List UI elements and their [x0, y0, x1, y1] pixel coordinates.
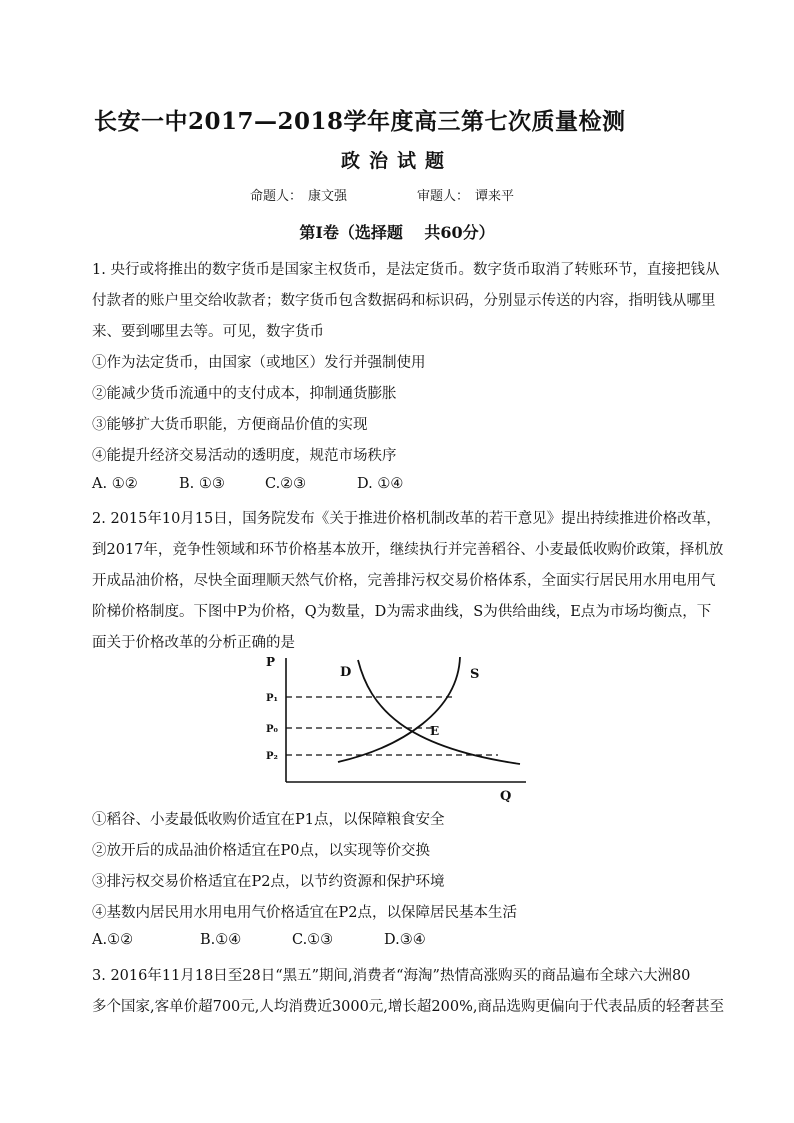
exam-subtitle: 政治试题 [340, 150, 453, 172]
reviewer-label: 审题人： [417, 189, 470, 204]
q1-statement: ④能提升经济交易活动的透明度，规范市场秩序 [92, 448, 397, 464]
authors-line [250, 185, 520, 204]
q1-text-line: 1. 央行或将推出的数字货币是国家主权货币，是法定货币。数字货币取消了转账环节，直接把钱从 [92, 262, 720, 278]
q1-statement: ②能减少货币流通中的支付成本，抑制通货膨胀 [92, 386, 397, 402]
p-axis-label: P [266, 655, 276, 669]
supply-curve [338, 657, 460, 762]
q2-text-line: 面关于价格改革的分析正确的是 [92, 635, 295, 651]
q2-option-c: C.①③ [292, 932, 334, 948]
setter-name: 康文强 [308, 189, 348, 204]
q1-text-line: 来、要到哪里去等。可见，数字货币 [92, 324, 324, 340]
supply-label: S [470, 667, 480, 682]
q2-option-d: D.③④ [384, 932, 426, 948]
q2-statement: ④基数内居民用水用电用气价格适宜在P2点，以保障居民基本生活 [92, 905, 517, 921]
q1-statement: ③能够扩大货币职能，方便商品价值的实现 [92, 417, 368, 433]
q2-text-line: 开成品油价格，尽快全面理顺天然气价格，完善排污权交易价格体系，全面实行居民用水用电用气 [92, 573, 716, 589]
q-axis-label: Q [500, 789, 512, 804]
q2-text-line: 到2017年，竞争性领域和环节价格基本放开，继续执行并完善稻谷、小麦最低收购价政策，择机放 [92, 542, 724, 558]
p1-label: P₁ [266, 693, 278, 704]
q2-options [92, 932, 426, 948]
q1-option-b: B. ①③ [179, 476, 225, 492]
equilibrium-label: E [430, 724, 440, 738]
q2-statement: ②放开后的成品油价格适宜在P0点，以实现等价交换 [92, 843, 430, 859]
section-heading: 第Ⅰ卷（选择题 共60分） [299, 223, 495, 242]
q1-option-a: A. ①② [92, 476, 138, 492]
q1-option-c: C.②③ [265, 476, 307, 492]
q2-text-line: 2. 2015年10月15日，国务院发布《关于推进价格机制改革的若干意见》提出持续推进价格改革， [92, 511, 721, 527]
supply-demand-graph [258, 652, 534, 804]
demand-label: D [340, 665, 352, 680]
q2-option-a: A.①② [92, 932, 134, 948]
reviewer-name: 谭来平 [475, 189, 515, 204]
q1-option-d: D. ①④ [357, 476, 404, 492]
exam-title: 长安一中2017—2018学年度高三第七次质量检测 [94, 108, 626, 135]
q2-statement: ①稻谷、小麦最低收购价适宜在P1点，以保障粮食安全 [92, 812, 445, 828]
q1-options [92, 476, 403, 492]
q2-statement: ③排污权交易价格适宜在P2点，以节约资源和保护环境 [92, 874, 445, 890]
q1-statement: ①作为法定货币，由国家（或地区）发行并强制使用 [92, 355, 426, 371]
q3-text-line: 3. 2016年11月18日至28日“黑五”期间,消费者“海淘”热情高涨购买的商品遍布全球六大洲80 [92, 968, 691, 984]
p2-label: P₂ [266, 751, 278, 762]
q1-text-line: 付款者的账户里交给收款者；数字货币包含数据码和标识码，分别显示传送的内容，指明钱从哪里 [92, 293, 716, 309]
p0-label: P₀ [266, 724, 278, 735]
q3-text-line: 多个国家,客单价超700元,人均消费近3000元,增长超200%,商品选购更偏向于代表品质的轻奢甚至 [92, 999, 724, 1015]
q2-text-line: 阶梯价格制度。下图中P为价格，Q为数量，D为需求曲线，S为供给曲线，E点为市场均衡点，下 [92, 604, 712, 620]
q2-option-b: B.①④ [200, 932, 242, 948]
setter-label: 命题人： [250, 189, 303, 204]
